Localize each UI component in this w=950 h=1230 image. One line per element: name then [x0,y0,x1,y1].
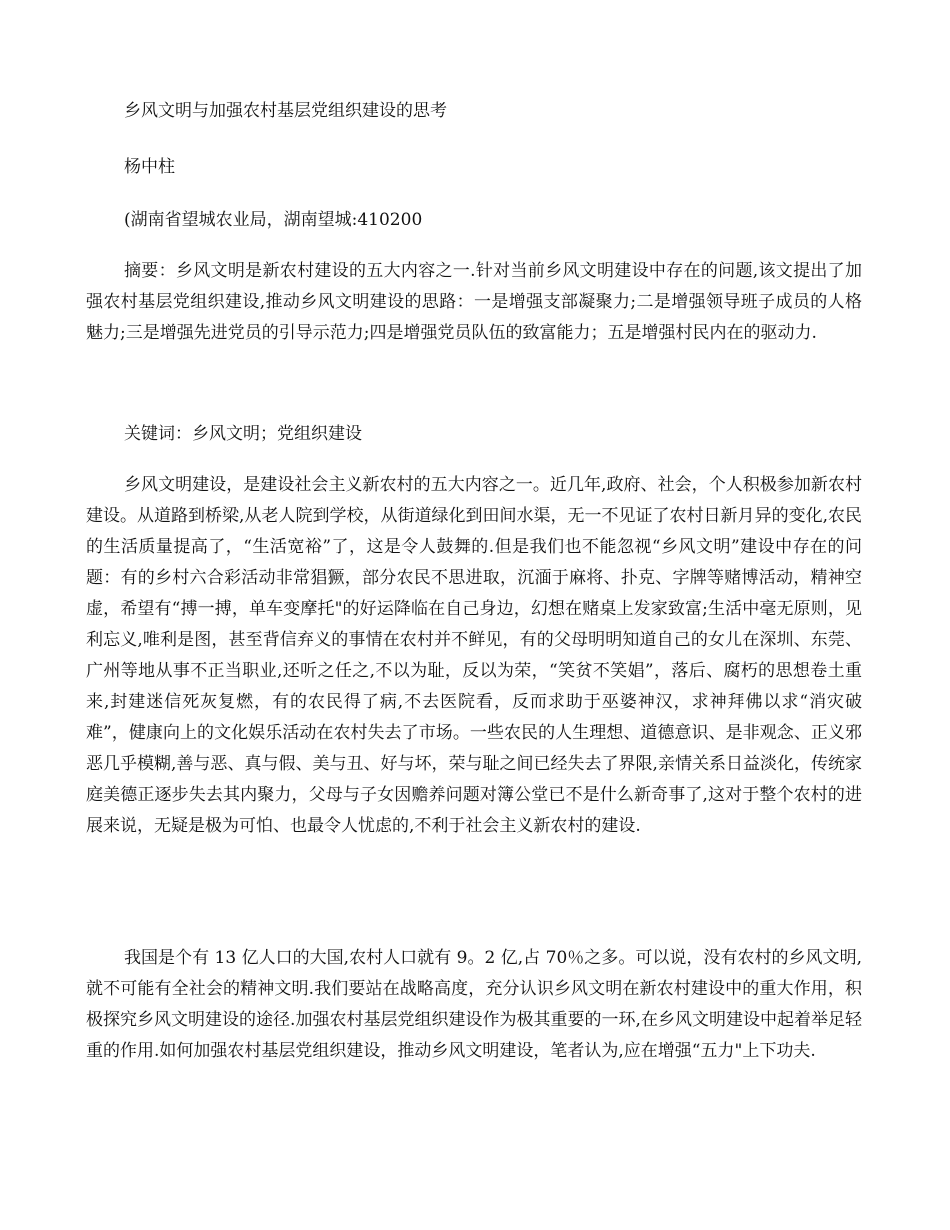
abstract-paragraph: 摘要：乡风文明是新农村建设的五大内容之一.针对当前乡风文明建设中存在的问题,该文提出了加强农村基层党组织建设,推动乡风文明建设的思路：一是增强支部凝聚力;二是增强领导班子成员的人格魅力;三是增强先进党员的引导示范力;四是增强党员队伍的致富能力；五是增强村民内在的驱动力. [86,261,862,343]
body-paragraph-1: 乡风文明建设，是建设社会主义新农村的五大内容之一。近几年,政府、社会，个人积极参加新农村建设。从道路到桥梁,从老人院到学校，从街道绿化到田间水渠，无一不见证了农村日新月异的变化,农民的生活质量提高了，“生活宽裕”了，这是令人鼓舞的.但是我们也不能忽视“乡风文明”建设中存在的问题：有的乡村六合彩活动非常猖獗，部分农民不思进取，沉湎于麻将、扑克、字牌等赌博活动，精神空虚，希望有“搏一搏，单车变摩托"的好运降临在自己身边，幻想在赌桌上发家致富;生活中毫无原则，见利忘义,唯利是图，甚至背信弃义的事情在农村并不鲜见，有的父母明明知道自己的女儿在深圳、东莞、广州等地从事不正当职业,还听之任之,不以为耻，反以为荣，“笑贫不笑娼”，落后、腐朽的思想卷土重来,封建迷信死灰复燃，有的农民得了病,不去医院看，反而求助于巫婆神汉，求神拜佛以求“消灾破难”，健康向上的文化娱乐活动在农村失去了市场。一些农民的人生理想、道德意识、是非观念、正义邪恶几乎模糊,善与恶、真与假、美与丑、好与坏，荣与耻之间已经失去了界限,亲情关系日益淡化，传统家庭美德正逐步失去其内聚力，父母与子女因赡养问题对簿公堂已不是什么新奇事了,这对于整个农村的进展来说，无疑是极为可怕、也最令人忧虑的,不利于社会主义新农村的建设. [86,475,862,836]
author-affiliation: (湖南省望城农业局，湖南望城:410200 [124,210,423,230]
article-title: 乡风文明与加强农村基层党组织建设的思考 [124,101,447,121]
body-paragraph-2: 我国是个有 13 亿人口的大国,农村人口就有 9。2 亿,占 70％之多。可以说，没有农村的乡风文明,就不可能有全社会的精神文明.我们要站在战略高度，充分认识乡风文明在新农村建设中的重大作用，积极探究乡风文明建设的途径.加强农村基层党组织建设作为极其重要的一环,在乡风文明建设中起着举足轻重的作用.如何加强农村基层党组织建设，推动乡风文明建设，笔者认为,应在增强“五力"上下功夫. [86,948,862,1061]
author-name: 杨中柱 [124,157,175,177]
keywords-line: 关键词：乡风文明；党组织建设 [124,424,362,444]
